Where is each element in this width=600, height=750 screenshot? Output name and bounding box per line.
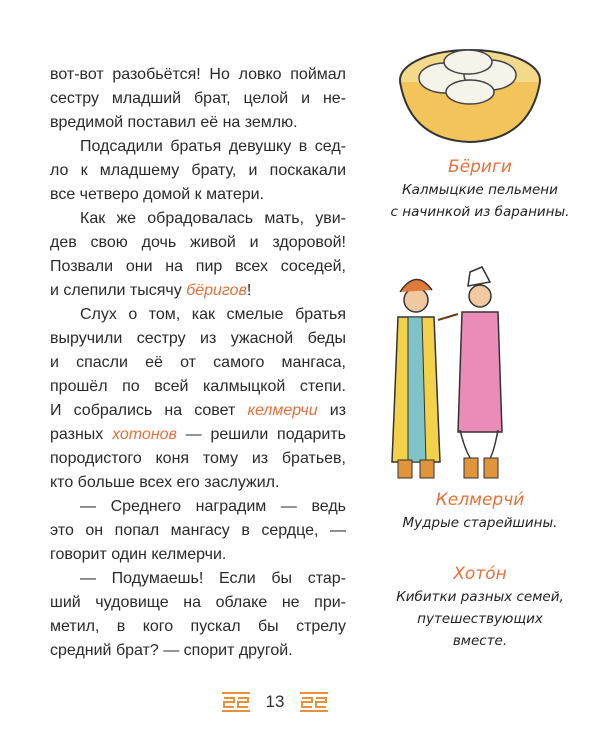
line-text: Слух о том, как смелые братья <box>80 306 346 323</box>
text-line <box>50 327 346 351</box>
glossary-entry-khoton <box>375 562 585 652</box>
line-text: Подсадили братья девушку в сед- <box>80 138 346 155</box>
glossary-definition: с начинкой из баранины. <box>390 204 570 220</box>
line-text: породистого коня тому из братьев, <box>50 450 346 467</box>
glossary-entry-kelmerchi <box>375 488 585 534</box>
line-text: — решили подарить <box>176 426 346 443</box>
text-line <box>50 399 346 423</box>
line-text: — Среднего наградим — ведь <box>80 498 346 515</box>
glossary-link: хотонов <box>112 426 177 443</box>
line-text: ший чудовище на облаке не при- <box>50 594 346 611</box>
line-text: Как же обрадовалась мать, уви- <box>80 210 346 227</box>
text-line <box>50 159 346 183</box>
line-text: кто больше всех его заслужил. <box>50 474 280 491</box>
text-line <box>50 183 346 207</box>
line-text: ло к младшему брату, и поскакали <box>50 162 346 179</box>
glossary-term: Бёриги <box>448 157 512 177</box>
glossary-link: бёригов <box>186 282 247 299</box>
text-line <box>50 423 346 447</box>
line-text: средний брат? — спорит другой. <box>50 642 293 659</box>
line-text: и слепили тысячу <box>50 282 187 299</box>
ornament-icon <box>298 691 330 713</box>
elders-illustration <box>378 262 528 484</box>
text-line <box>50 111 346 135</box>
glossary-definition: Кибитки разных семей, <box>396 589 564 605</box>
line-text: сестру младший брат, целой и не- <box>50 90 346 107</box>
line-text: Позвали они на пир всех соседей, <box>50 258 346 275</box>
line-text: метил, в кого пускал бы стрелу <box>50 618 346 635</box>
glossary-term: Келмерчи́ <box>435 490 525 510</box>
dumplings-bowl-illustration <box>395 40 545 150</box>
line-text: дев свою дочь живой и здоровой! <box>50 234 346 251</box>
glossary-definition: Мудрые старейшины. <box>402 515 558 531</box>
line-text: И собрались на совет <box>50 402 248 419</box>
text-line <box>50 591 346 615</box>
line-text: выручили сестру из ужасной беды <box>50 330 346 347</box>
text-line <box>50 279 346 303</box>
text-line <box>50 375 346 399</box>
line-text: и спасли её от самого мангаса, <box>50 354 346 371</box>
text-line <box>50 135 346 159</box>
text-line <box>50 231 346 255</box>
text-line <box>50 351 346 375</box>
glossary-link: келмерчи <box>247 402 318 419</box>
text-line <box>50 63 346 87</box>
line-text: ! <box>246 282 252 299</box>
text-line <box>50 207 346 231</box>
text-line <box>50 303 346 327</box>
line-text: вредимой поставил её на землю. <box>50 114 298 131</box>
line-text: из <box>317 402 346 419</box>
line-text: — Подумаешь! Если бы стар- <box>80 570 346 587</box>
line-text: вот-вот разобьётся! Но ловко поймал <box>50 66 346 83</box>
text-line <box>50 495 346 519</box>
line-text: разных <box>50 426 113 443</box>
text-line <box>50 615 346 639</box>
glossary-definition: вместе. <box>452 633 508 649</box>
text-line <box>50 543 346 567</box>
text-line <box>50 471 346 495</box>
page-number: 13 <box>265 692 285 711</box>
glossary-entry-berigi <box>375 155 585 223</box>
text-line <box>50 519 346 543</box>
glossary-term: Хото́н <box>453 564 507 584</box>
text-line <box>50 87 346 111</box>
line-text: все четверо домой к матери. <box>50 186 264 203</box>
glossary-definition: путешествующих <box>417 611 543 627</box>
line-text: это он попал мангасу в сердце, — <box>50 522 346 539</box>
line-text: говорит один келмерчи. <box>50 546 227 563</box>
glossary-definition: Калмыцкие пельмени <box>402 182 558 198</box>
story-text <box>50 63 346 663</box>
page-footer <box>220 690 330 714</box>
line-text: прошёл по всей калмыцкой степи. <box>50 378 346 395</box>
text-line <box>50 447 346 471</box>
ornament-icon <box>220 691 252 713</box>
text-line <box>50 567 346 591</box>
text-line <box>50 255 346 279</box>
text-line <box>50 639 346 663</box>
